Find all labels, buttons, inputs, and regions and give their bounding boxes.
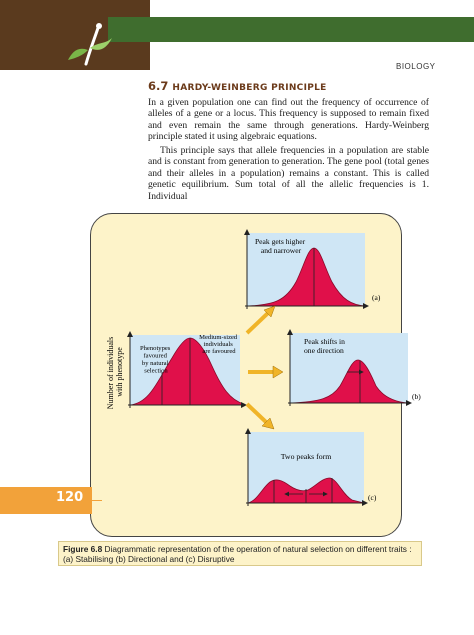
panel-directional [288,330,421,406]
arrow-to-panel-b-head [273,366,283,378]
paragraph-2: This principle says that allele frequencies in a population are stable and is constant from generation to generation. The gene pool (total genes and their alleles in a population) remains a constant. This is called genetic equilibrium. Sum total of all the allelic frequencies is 1. Individual [148,145,429,202]
y-axis-label: Number of individuals with phenotype [106,336,124,410]
panel-b-tag: (b) [412,392,421,401]
main-distribution-panel [106,332,246,409]
transition-arrows [247,306,283,429]
arrow-to-panel-c [247,404,267,423]
section-number: 6.7 [148,79,169,93]
panel-a-label: Peak gets higher and narrower [254,237,306,255]
panel-disruptive [246,429,377,506]
arrow-to-panel-a [247,313,268,333]
panel-b-label: Peak shifts in one direction [304,337,345,355]
panel-c-tag: (c) [368,493,377,502]
main-left-label: Phenotypes favoured by natural selection [139,345,171,375]
figure-caption [58,541,422,566]
page-tab-line [92,500,102,501]
section-heading: HARDY-WEINBERG PRINCIPLE [172,83,327,93]
page-number: 120 [56,490,84,505]
running-head: BIOLOGY [396,62,436,71]
main-right-label: Medium-sized individuals are favoured [199,334,238,355]
panel-stabilising [245,230,381,309]
panel-c-label: Two peaks form [280,452,332,461]
caption-label: Figure 6.8 [63,544,103,554]
panel-a-tag: (a) [372,293,381,302]
paragraph-1: In a given population one can find out the frequency of occurrence of alleles of a gene or a locus. This frequency is supposed to remain fixed and even remain the same through generations. Hardy-Weinberg principle stated it using algebraic equations. [148,97,429,143]
caption-text: Diagrammatic representation of the operation of natural selection on different traits : (a) Stabilising (b) Directional and (c) Disruptive [63,544,412,564]
